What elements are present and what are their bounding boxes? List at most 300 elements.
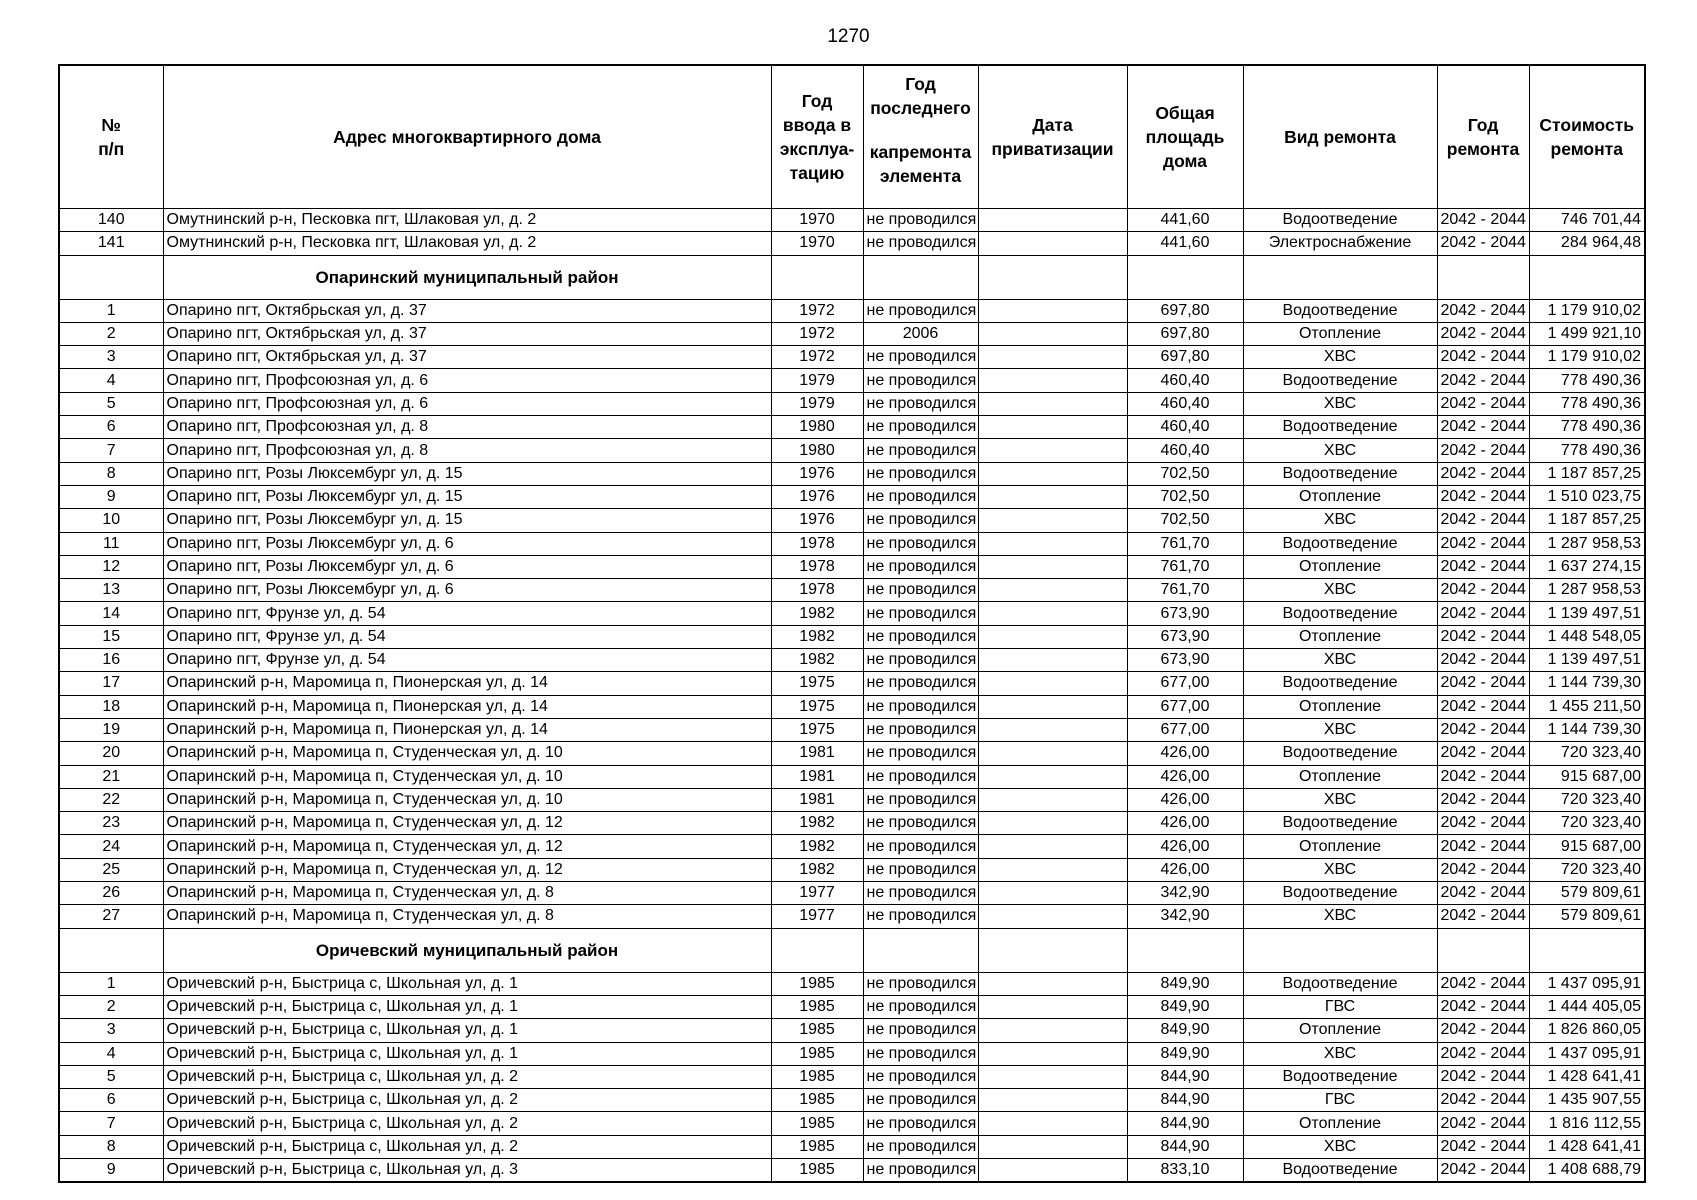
cell-privatization — [978, 485, 1127, 508]
cell-cost: 1 826 860,05 — [1529, 1019, 1645, 1042]
cell-address: Опарино пгт, Профсоюзная ул, д. 6 — [163, 392, 771, 415]
cell-year-built: 1985 — [771, 995, 863, 1018]
cell-num: 3 — [59, 346, 163, 369]
cell-address: Опарино пгт, Розы Люксембург ул, д. 15 — [163, 509, 771, 532]
cell-year-built: 1978 — [771, 532, 863, 555]
cell-cost: 720 323,40 — [1529, 812, 1645, 835]
cell-repair-type: Отопление — [1243, 1019, 1437, 1042]
cell-repair-years: 2042 - 2044 — [1437, 765, 1529, 788]
cell-last-repair: не проводился — [863, 209, 978, 232]
table-row — [59, 718, 1645, 741]
table-row — [59, 672, 1645, 695]
cell-privatization — [978, 392, 1127, 415]
cell-num: 3 — [59, 1019, 163, 1042]
cell-cost: 284 964,48 — [1529, 232, 1645, 255]
cell-address: Оричевский р-н, Быстрица с, Школьная ул, д. 1 — [163, 1042, 771, 1065]
cell-address: Оричевский р-н, Быстрица с, Школьная ул, д. 1 — [163, 972, 771, 995]
table-row — [59, 995, 1645, 1018]
empty-cell — [1127, 255, 1243, 299]
table-row — [59, 485, 1645, 508]
cell-area: 761,70 — [1127, 555, 1243, 578]
cell-area: 761,70 — [1127, 532, 1243, 555]
cell-area: 677,00 — [1127, 672, 1243, 695]
cell-num: 5 — [59, 1065, 163, 1088]
cell-year-built: 1979 — [771, 369, 863, 392]
cell-cost: 778 490,36 — [1529, 439, 1645, 462]
cell-year-built: 1970 — [771, 209, 863, 232]
cell-address: Опарино пгт, Профсоюзная ул, д. 8 — [163, 416, 771, 439]
cell-privatization — [978, 509, 1127, 532]
cell-last-repair: не проводился — [863, 995, 978, 1018]
cell-address: Оричевский р-н, Быстрица с, Школьная ул, д. 2 — [163, 1112, 771, 1135]
cell-repair-years: 2042 - 2044 — [1437, 209, 1529, 232]
cell-address: Оричевский р-н, Быстрица с, Школьная ул, д. 2 — [163, 1089, 771, 1112]
empty-cell — [1243, 928, 1437, 972]
cell-last-repair: не проводился — [863, 462, 978, 485]
cell-cost: 1 816 112,55 — [1529, 1112, 1645, 1135]
cell-address: Омутнинский р-н, Песковка пгт, Шлаковая ул, д. 2 — [163, 209, 771, 232]
cell-address: Опарино пгт, Октябрьская ул, д. 37 — [163, 346, 771, 369]
cell-year-built: 1985 — [771, 1135, 863, 1158]
cell-last-repair: не проводился — [863, 672, 978, 695]
cell-last-repair: не проводился — [863, 602, 978, 625]
cell-repair-years: 2042 - 2044 — [1437, 788, 1529, 811]
table-row — [59, 1112, 1645, 1135]
empty-cell — [1529, 255, 1645, 299]
cell-year-built: 1982 — [771, 625, 863, 648]
cell-address: Опаринский р-н, Маромица п, Студенческая ул, д. 12 — [163, 812, 771, 835]
cell-address: Опаринский р-н, Маромица п, Студенческая ул, д. 10 — [163, 742, 771, 765]
cell-address: Опарино пгт, Розы Люксембург ул, д. 15 — [163, 462, 771, 485]
empty-cell — [771, 928, 863, 972]
cell-last-repair: не проводился — [863, 835, 978, 858]
cell-privatization — [978, 812, 1127, 835]
cell-year-built: 1976 — [771, 462, 863, 485]
cell-privatization — [978, 742, 1127, 765]
cell-repair-years: 2042 - 2044 — [1437, 555, 1529, 578]
cell-privatization — [978, 649, 1127, 672]
col-header-last-repair: Год последнего капремонта элемента — [863, 65, 978, 209]
cell-num: 4 — [59, 369, 163, 392]
table-row — [59, 346, 1645, 369]
cell-address: Опарино пгт, Фрунзе ул, д. 54 — [163, 649, 771, 672]
cell-repair-years: 2042 - 2044 — [1437, 649, 1529, 672]
cell-cost: 1 437 095,91 — [1529, 1042, 1645, 1065]
table-row — [59, 1042, 1645, 1065]
table-row — [59, 322, 1645, 345]
cell-last-repair: не проводился — [863, 1065, 978, 1088]
cell-repair-type: ГВС — [1243, 1089, 1437, 1112]
cell-last-repair: не проводился — [863, 369, 978, 392]
table-row — [59, 299, 1645, 322]
cell-last-repair: не проводился — [863, 765, 978, 788]
cell-area: 441,60 — [1127, 232, 1243, 255]
cell-repair-type: Водоотведение — [1243, 299, 1437, 322]
cell-cost: 778 490,36 — [1529, 369, 1645, 392]
cell-last-repair: не проводился — [863, 972, 978, 995]
cell-num: 10 — [59, 509, 163, 532]
table-row — [59, 625, 1645, 648]
cell-year-built: 1985 — [771, 1019, 863, 1042]
cell-last-repair: не проводился — [863, 439, 978, 462]
cell-repair-years: 2042 - 2044 — [1437, 718, 1529, 741]
empty-cell — [978, 928, 1127, 972]
table-row — [59, 369, 1645, 392]
cell-repair-years: 2042 - 2044 — [1437, 695, 1529, 718]
table-row — [59, 439, 1645, 462]
cell-privatization — [978, 1065, 1127, 1088]
cell-area: 677,00 — [1127, 695, 1243, 718]
cell-cost: 1 187 857,25 — [1529, 509, 1645, 532]
table-row — [59, 788, 1645, 811]
cell-repair-type: ХВС — [1243, 1135, 1437, 1158]
cell-cost: 1 428 641,41 — [1529, 1065, 1645, 1088]
cell-privatization — [978, 788, 1127, 811]
cell-num: 7 — [59, 439, 163, 462]
section-title: Оричевский муниципальный район — [163, 928, 771, 972]
table-row — [59, 1135, 1645, 1158]
cell-repair-type: ХВС — [1243, 579, 1437, 602]
cell-repair-years: 2042 - 2044 — [1437, 416, 1529, 439]
cell-repair-years: 2042 - 2044 — [1437, 299, 1529, 322]
cell-last-repair: не проводился — [863, 858, 978, 881]
cell-area: 844,90 — [1127, 1065, 1243, 1088]
cell-repair-type: ХВС — [1243, 392, 1437, 415]
empty-cell — [863, 255, 978, 299]
cell-last-repair: не проводился — [863, 882, 978, 905]
cell-repair-type: Отопление — [1243, 1112, 1437, 1135]
cell-repair-type: Отопление — [1243, 765, 1437, 788]
cell-year-built: 1978 — [771, 579, 863, 602]
cell-area: 849,90 — [1127, 995, 1243, 1018]
cell-last-repair: не проводился — [863, 742, 978, 765]
cell-last-repair: не проводился — [863, 299, 978, 322]
cell-num: 20 — [59, 742, 163, 765]
cell-repair-years: 2042 - 2044 — [1437, 835, 1529, 858]
cell-cost: 1 448 548,05 — [1529, 625, 1645, 648]
cell-privatization — [978, 858, 1127, 881]
cell-num: 6 — [59, 1089, 163, 1112]
cell-repair-years: 2042 - 2044 — [1437, 462, 1529, 485]
cell-last-repair: не проводился — [863, 509, 978, 532]
col-header-repair-type: Вид ремонта — [1243, 65, 1437, 209]
cell-repair-type: Отопление — [1243, 695, 1437, 718]
cell-repair-type: ХВС — [1243, 649, 1437, 672]
table-row — [59, 1089, 1645, 1112]
cell-year-built: 1985 — [771, 1042, 863, 1065]
cell-repair-type: ХВС — [1243, 509, 1437, 532]
cell-last-repair: не проводился — [863, 346, 978, 369]
cell-area: 342,90 — [1127, 905, 1243, 928]
cell-cost: 915 687,00 — [1529, 835, 1645, 858]
cell-privatization — [978, 602, 1127, 625]
cell-area: 702,50 — [1127, 509, 1243, 532]
cell-num: 5 — [59, 392, 163, 415]
cell-privatization — [978, 882, 1127, 905]
cell-repair-type: Водоотведение — [1243, 532, 1437, 555]
cell-repair-type: Отопление — [1243, 485, 1437, 508]
cell-num: 24 — [59, 835, 163, 858]
cell-last-repair: не проводился — [863, 1158, 978, 1182]
cell-year-built: 1982 — [771, 835, 863, 858]
cell-area: 426,00 — [1127, 858, 1243, 881]
table-row — [59, 1019, 1645, 1042]
cell-cost: 778 490,36 — [1529, 416, 1645, 439]
cell-cost: 778 490,36 — [1529, 392, 1645, 415]
empty-cell — [59, 928, 163, 972]
cell-repair-type: ХВС — [1243, 788, 1437, 811]
table-row — [59, 579, 1645, 602]
cell-year-built: 1979 — [771, 392, 863, 415]
cell-area: 844,90 — [1127, 1112, 1243, 1135]
cell-privatization — [978, 835, 1127, 858]
cell-repair-years: 2042 - 2044 — [1437, 322, 1529, 345]
cell-address: Опарино пгт, Розы Люксембург ул, д. 6 — [163, 532, 771, 555]
cell-address: Оричевский р-н, Быстрица с, Школьная ул, д. 3 — [163, 1158, 771, 1182]
cell-num: 2 — [59, 995, 163, 1018]
table-row — [59, 882, 1645, 905]
cell-area: 673,90 — [1127, 649, 1243, 672]
cell-address: Опаринский р-н, Маромица п, Студенческая ул, д. 12 — [163, 835, 771, 858]
cell-privatization — [978, 765, 1127, 788]
cell-num: 6 — [59, 416, 163, 439]
cell-num: 14 — [59, 602, 163, 625]
cell-repair-type: Водоотведение — [1243, 742, 1437, 765]
cell-year-built: 1985 — [771, 1158, 863, 1182]
cell-address: Опаринский р-н, Маромица п, Пионерская ул, д. 14 — [163, 672, 771, 695]
cell-repair-years: 2042 - 2044 — [1437, 995, 1529, 1018]
cell-repair-years: 2042 - 2044 — [1437, 1089, 1529, 1112]
cell-num: 13 — [59, 579, 163, 602]
table-row — [59, 858, 1645, 881]
cell-repair-type: ХВС — [1243, 346, 1437, 369]
table-row — [59, 742, 1645, 765]
cell-area: 702,50 — [1127, 462, 1243, 485]
header-row — [59, 65, 1645, 209]
cell-repair-years: 2042 - 2044 — [1437, 882, 1529, 905]
cell-cost: 1 455 211,50 — [1529, 695, 1645, 718]
col-header-address: Адрес многоквартирного дома — [163, 65, 771, 209]
cell-year-built: 1981 — [771, 765, 863, 788]
cell-area: 677,00 — [1127, 718, 1243, 741]
cell-repair-years: 2042 - 2044 — [1437, 1112, 1529, 1135]
cell-area: 460,40 — [1127, 416, 1243, 439]
cell-area: 844,90 — [1127, 1089, 1243, 1112]
cell-last-repair: не проводился — [863, 905, 978, 928]
cell-repair-years: 2042 - 2044 — [1437, 1065, 1529, 1088]
cell-privatization — [978, 232, 1127, 255]
cell-year-built: 1980 — [771, 416, 863, 439]
cell-cost: 1 637 274,15 — [1529, 555, 1645, 578]
cell-last-repair: не проводился — [863, 532, 978, 555]
cell-area: 441,60 — [1127, 209, 1243, 232]
table-row — [59, 649, 1645, 672]
cell-area: 426,00 — [1127, 835, 1243, 858]
cell-address: Опаринский р-н, Маромица п, Студенческая ул, д. 8 — [163, 905, 771, 928]
cell-num: 141 — [59, 232, 163, 255]
cell-privatization — [978, 555, 1127, 578]
cell-year-built: 1975 — [771, 672, 863, 695]
empty-cell — [1243, 255, 1437, 299]
cell-year-built: 1981 — [771, 742, 863, 765]
cell-address: Оричевский р-н, Быстрица с, Школьная ул, д. 2 — [163, 1135, 771, 1158]
cell-cost: 1 287 958,53 — [1529, 579, 1645, 602]
cell-year-built: 1976 — [771, 509, 863, 532]
cell-area: 761,70 — [1127, 579, 1243, 602]
cell-num: 8 — [59, 1135, 163, 1158]
cell-cost: 1 179 910,02 — [1529, 346, 1645, 369]
cell-num: 4 — [59, 1042, 163, 1065]
cell-year-built: 1985 — [771, 1112, 863, 1135]
cell-area: 697,80 — [1127, 346, 1243, 369]
cell-address: Опаринский р-н, Маромица п, Студенческая ул, д. 8 — [163, 882, 771, 905]
cell-repair-type: Отопление — [1243, 835, 1437, 858]
cell-year-built: 1985 — [771, 972, 863, 995]
cell-area: 697,80 — [1127, 299, 1243, 322]
cell-cost: 1 428 641,41 — [1529, 1135, 1645, 1158]
cell-num: 9 — [59, 485, 163, 508]
cell-address: Опарино пгт, Профсоюзная ул, д. 6 — [163, 369, 771, 392]
section-header-row — [59, 928, 1645, 972]
cell-repair-years: 2042 - 2044 — [1437, 509, 1529, 532]
cell-num: 1 — [59, 299, 163, 322]
table-row — [59, 532, 1645, 555]
cell-num: 9 — [59, 1158, 163, 1182]
cell-repair-years: 2042 - 2044 — [1437, 625, 1529, 648]
cell-privatization — [978, 905, 1127, 928]
cell-last-repair: не проводился — [863, 1112, 978, 1135]
cell-cost: 720 323,40 — [1529, 858, 1645, 881]
cell-year-built: 1976 — [771, 485, 863, 508]
cell-repair-years: 2042 - 2044 — [1437, 858, 1529, 881]
cell-cost: 1 144 739,30 — [1529, 672, 1645, 695]
cell-privatization — [978, 995, 1127, 1018]
cell-area: 460,40 — [1127, 392, 1243, 415]
cell-num: 2 — [59, 322, 163, 345]
cell-address: Опаринский р-н, Маромица п, Пионерская ул, д. 14 — [163, 718, 771, 741]
cell-repair-type: Водоотведение — [1243, 369, 1437, 392]
table-row — [59, 555, 1645, 578]
cell-area: 697,80 — [1127, 322, 1243, 345]
cell-last-repair: не проводился — [863, 232, 978, 255]
cell-privatization — [978, 369, 1127, 392]
cell-repair-years: 2042 - 2044 — [1437, 579, 1529, 602]
empty-cell — [771, 255, 863, 299]
cell-cost: 1 144 739,30 — [1529, 718, 1645, 741]
cell-address: Опарино пгт, Октябрьская ул, д. 37 — [163, 322, 771, 345]
cell-repair-type: Водоотведение — [1243, 209, 1437, 232]
cell-last-repair: не проводился — [863, 579, 978, 602]
cell-privatization — [978, 718, 1127, 741]
cell-num: 21 — [59, 765, 163, 788]
cell-area: 426,00 — [1127, 812, 1243, 835]
section-title: Опаринский муниципальный район — [163, 255, 771, 299]
cell-repair-years: 2042 - 2044 — [1437, 392, 1529, 415]
cell-year-built: 1982 — [771, 602, 863, 625]
cell-year-built: 1985 — [771, 1089, 863, 1112]
cell-last-repair: не проводился — [863, 1042, 978, 1065]
cell-cost: 915 687,00 — [1529, 765, 1645, 788]
table-row — [59, 765, 1645, 788]
cell-area: 833,10 — [1127, 1158, 1243, 1182]
cell-repair-type: ХВС — [1243, 858, 1437, 881]
cell-address: Опарино пгт, Розы Люксембург ул, д. 6 — [163, 555, 771, 578]
cell-last-repair: не проводился — [863, 812, 978, 835]
cell-address: Опаринский р-н, Маромица п, Пионерская ул, д. 14 — [163, 695, 771, 718]
section-header-row — [59, 255, 1645, 299]
cell-last-repair: 2006 — [863, 322, 978, 345]
cell-last-repair: не проводился — [863, 695, 978, 718]
cell-repair-type: ХВС — [1243, 439, 1437, 462]
cell-repair-type: ХВС — [1243, 1042, 1437, 1065]
table-row — [59, 695, 1645, 718]
cell-year-built: 1978 — [771, 555, 863, 578]
table-row — [59, 812, 1645, 835]
cell-cost: 579 809,61 — [1529, 905, 1645, 928]
cell-cost: 1 287 958,53 — [1529, 532, 1645, 555]
cell-last-repair: не проводился — [863, 625, 978, 648]
cell-address: Оричевский р-н, Быстрица с, Школьная ул, д. 2 — [163, 1065, 771, 1088]
cell-year-built: 1972 — [771, 322, 863, 345]
cell-area: 673,90 — [1127, 602, 1243, 625]
cell-repair-years: 2042 - 2044 — [1437, 232, 1529, 255]
cell-year-built: 1977 — [771, 905, 863, 928]
cell-num: 26 — [59, 882, 163, 905]
col-header-repair-years: Год ремонта — [1437, 65, 1529, 209]
cell-last-repair: не проводился — [863, 485, 978, 508]
empty-cell — [978, 255, 1127, 299]
cell-privatization — [978, 1158, 1127, 1182]
cell-repair-type: ХВС — [1243, 905, 1437, 928]
cell-last-repair: не проводился — [863, 1019, 978, 1042]
cell-privatization — [978, 439, 1127, 462]
cell-num: 25 — [59, 858, 163, 881]
cell-repair-years: 2042 - 2044 — [1437, 1135, 1529, 1158]
cell-address: Опарино пгт, Профсоюзная ул, д. 8 — [163, 439, 771, 462]
cell-cost: 579 809,61 — [1529, 882, 1645, 905]
cell-num: 11 — [59, 532, 163, 555]
cell-num: 8 — [59, 462, 163, 485]
cell-last-repair: не проводился — [863, 1089, 978, 1112]
cell-repair-type: Водоотведение — [1243, 812, 1437, 835]
cell-area: 426,00 — [1127, 788, 1243, 811]
cell-repair-years: 2042 - 2044 — [1437, 742, 1529, 765]
cell-privatization — [978, 1019, 1127, 1042]
cell-repair-years: 2042 - 2044 — [1437, 532, 1529, 555]
cell-privatization — [978, 695, 1127, 718]
cell-repair-type: Водоотведение — [1243, 672, 1437, 695]
cell-area: 673,90 — [1127, 625, 1243, 648]
cell-privatization — [978, 1135, 1127, 1158]
cell-area: 844,90 — [1127, 1135, 1243, 1158]
cell-address: Опаринский р-н, Маромица п, Студенческая ул, д. 10 — [163, 765, 771, 788]
cell-last-repair: не проводился — [863, 718, 978, 741]
cell-area: 702,50 — [1127, 485, 1243, 508]
cell-cost: 1 499 921,10 — [1529, 322, 1645, 345]
cell-privatization — [978, 1112, 1127, 1135]
cell-year-built: 1982 — [771, 812, 863, 835]
cell-year-built: 1970 — [771, 232, 863, 255]
table-row — [59, 392, 1645, 415]
cell-area: 342,90 — [1127, 882, 1243, 905]
cell-repair-type: Отопление — [1243, 322, 1437, 345]
cell-privatization — [978, 299, 1127, 322]
cell-repair-type: Водоотведение — [1243, 1065, 1437, 1088]
cell-address: Опарино пгт, Фрунзе ул, д. 54 — [163, 625, 771, 648]
cell-area: 849,90 — [1127, 972, 1243, 995]
cell-num: 1 — [59, 972, 163, 995]
cell-address: Опарино пгт, Фрунзе ул, д. 54 — [163, 602, 771, 625]
